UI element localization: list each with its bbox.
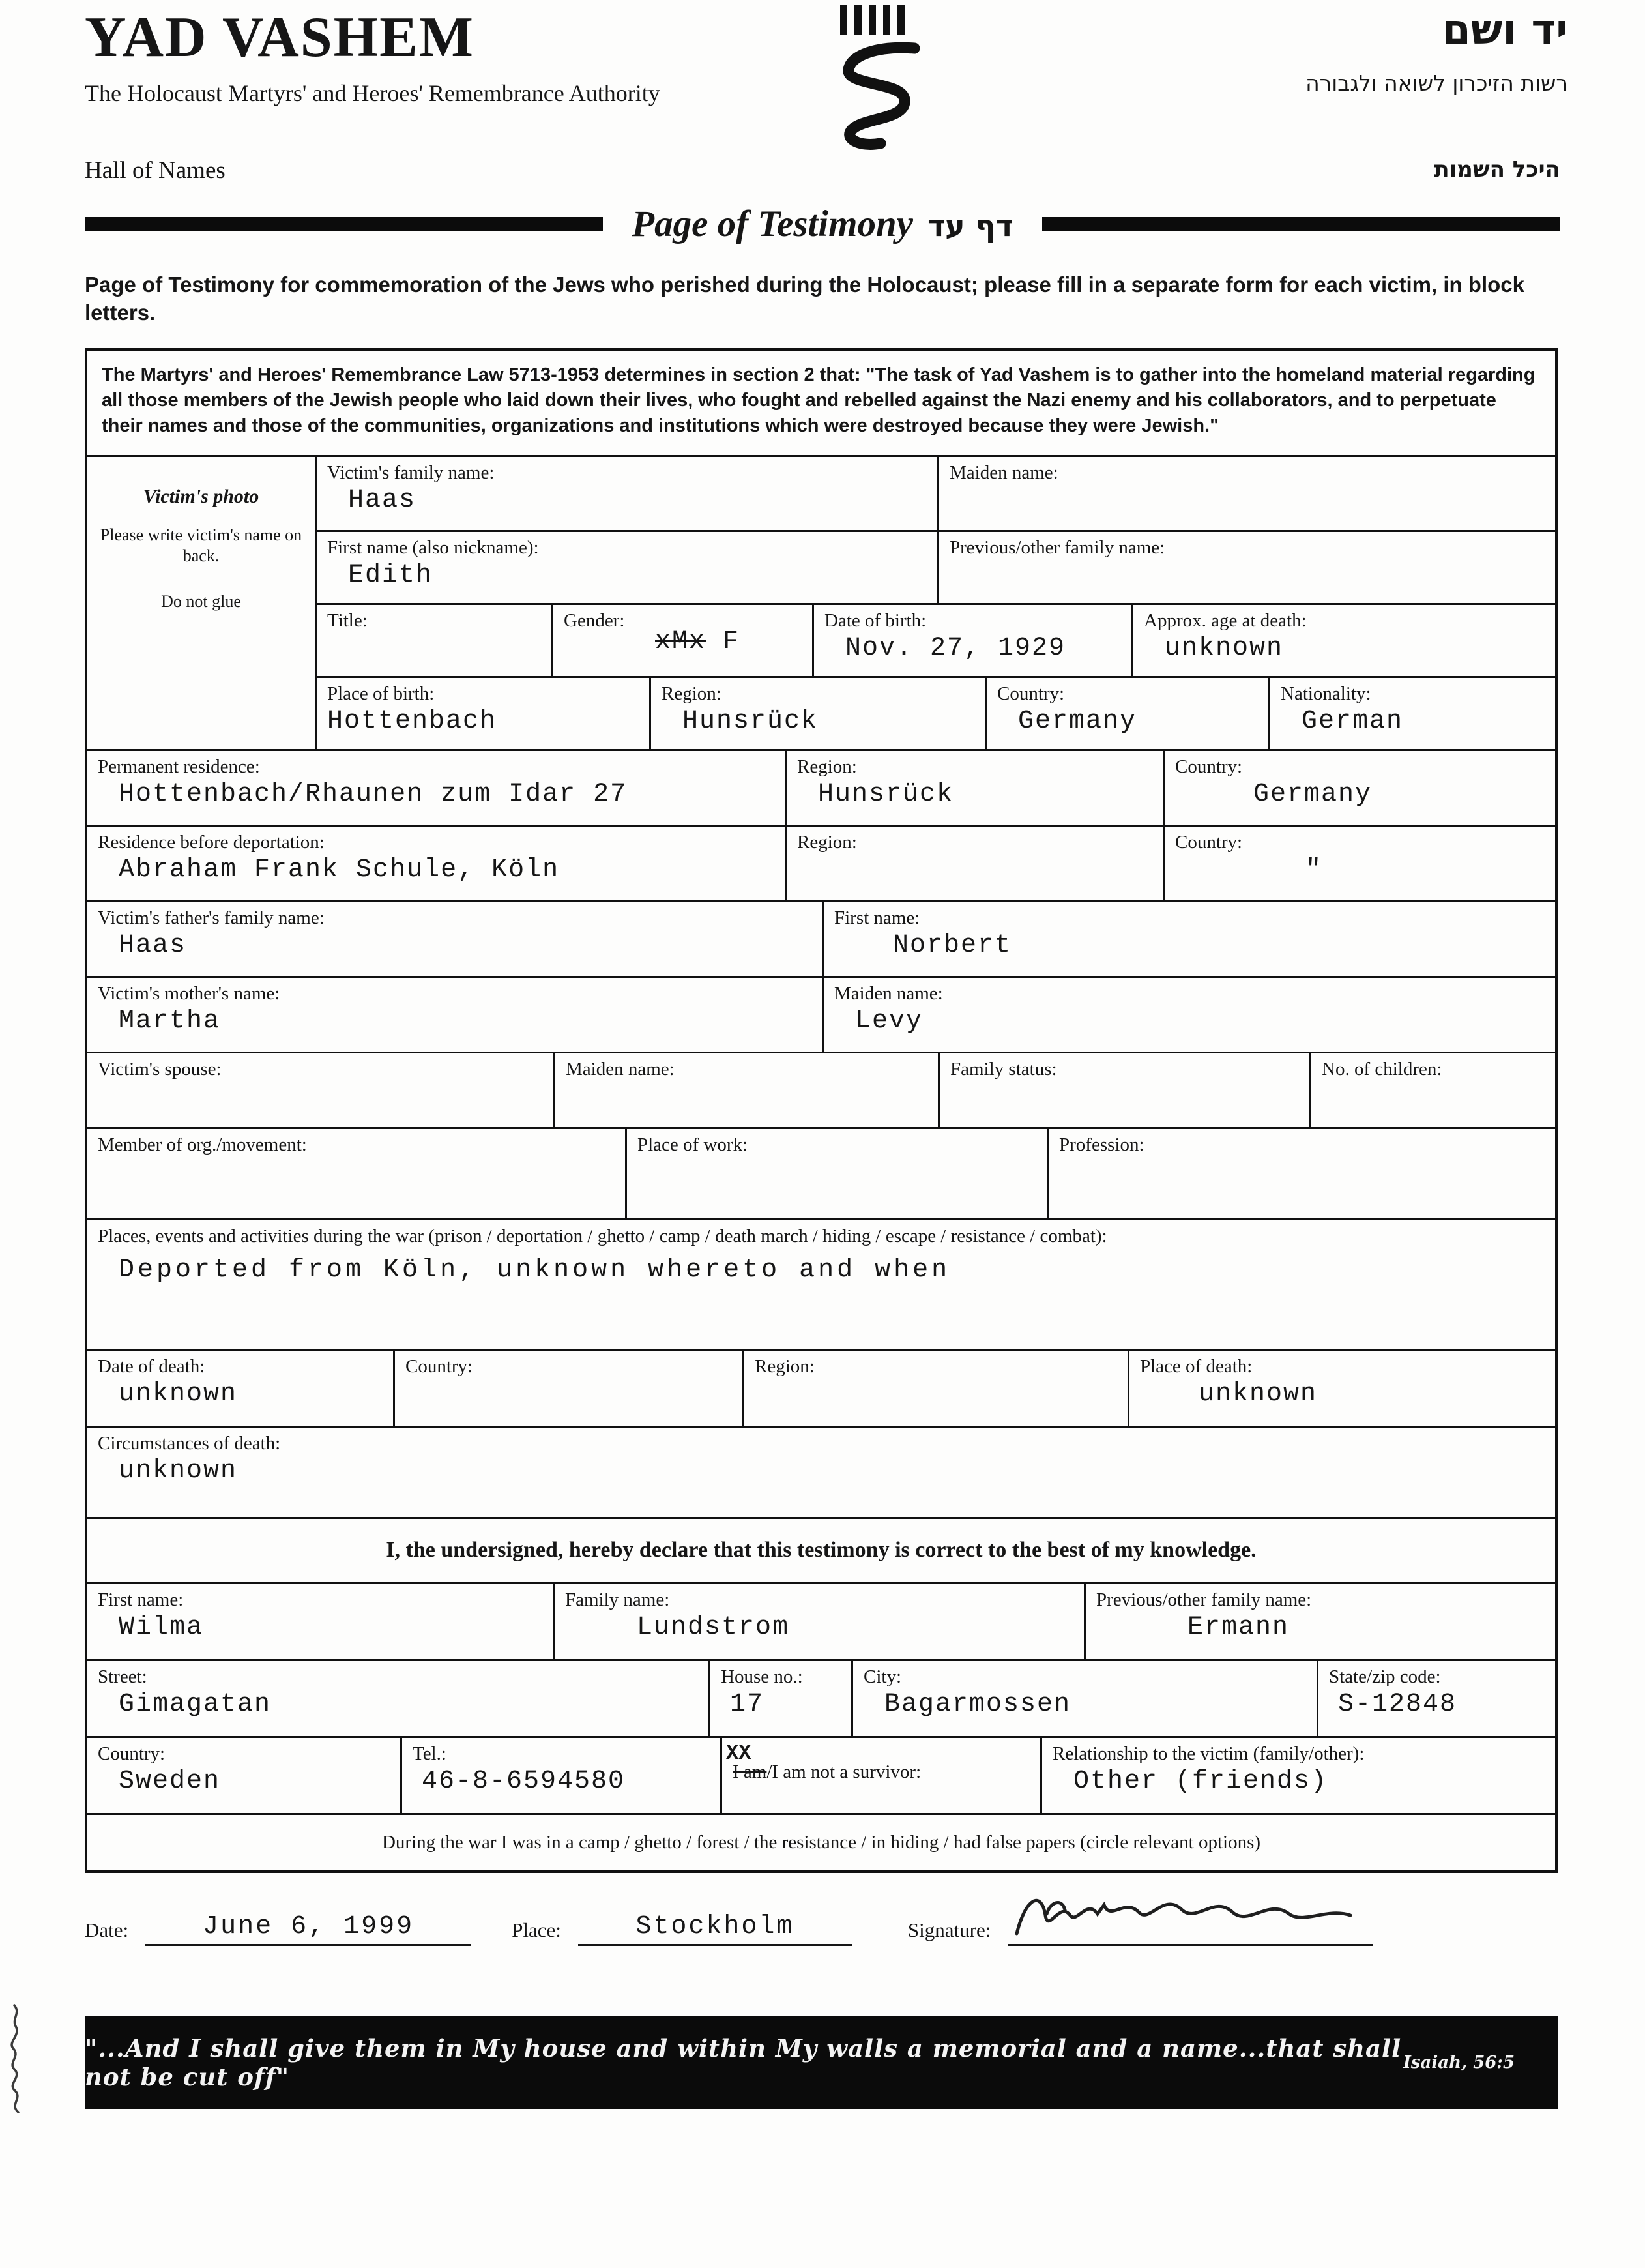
yad-vashem-logo-icon: [830, 4, 927, 159]
field-value: Haas: [348, 486, 416, 516]
field-value: Wilma: [119, 1613, 204, 1643]
law-text-row: [87, 351, 1555, 455]
field-label: Date of birth:: [824, 610, 927, 631]
field-victim-first-name: [317, 532, 937, 603]
field-value: Deported from Köln, unknown whereto and when: [119, 1256, 951, 1286]
field-label: XX I am/I am not a survivor:: [726, 1741, 922, 1782]
field-label: Country:: [997, 683, 1065, 704]
title-band-right-bar: [1042, 217, 1560, 231]
testimony-form: [85, 348, 1558, 1873]
row-org-work-profession: [87, 1127, 1555, 1218]
field-value: Levy: [855, 1007, 924, 1037]
field-label: Title:: [327, 610, 368, 631]
field-label: Maiden name:: [566, 1058, 675, 1080]
row-mother: [87, 976, 1555, 1052]
org-subtitle-hebrew: רשות הזיכרון לשואה ולגבורה: [1305, 70, 1568, 96]
field-victim-age-at-death: [1131, 605, 1555, 676]
field-value: Hunsrück: [682, 707, 819, 737]
row-death: [87, 1349, 1555, 1426]
field-value: unknown: [1199, 1379, 1318, 1409]
field-value: Other (friends): [1073, 1767, 1328, 1797]
field-deportation-country: [1163, 827, 1555, 900]
field-place-of-death: [1128, 1351, 1555, 1426]
field-label: City:: [864, 1666, 902, 1687]
field-deportation-region: [785, 827, 1163, 900]
footer-quote-bar: [85, 2016, 1558, 2109]
field-family-status: [938, 1053, 1309, 1127]
form-title-hebrew: דף עד: [927, 208, 1013, 243]
field-value: Hottenbach/Rhaunen zum Idar 27: [119, 780, 628, 810]
row-title-gender-dob-age: [317, 603, 1555, 676]
field-value: Nov. 27, 1929: [845, 634, 1066, 664]
field-value: Ermann: [1187, 1613, 1290, 1643]
field-victim-birth-country: [985, 678, 1268, 749]
field-circumstances-of-death: [87, 1428, 1555, 1517]
field-value: Hunsrück: [818, 780, 954, 810]
signature-field: [1008, 1909, 1373, 1946]
row-submitter-contact: [87, 1736, 1555, 1813]
survivor-overtype-xx: XX: [726, 1741, 751, 1765]
yad-vashem-logo: [830, 4, 927, 162]
field-label: Country:: [1175, 756, 1243, 777]
row-declaration: [87, 1517, 1555, 1582]
row-residence-before-deportation: [87, 825, 1555, 900]
field-label: Region:: [797, 831, 857, 853]
victim-top-fields: [317, 457, 1555, 749]
row-firstname-previous: [317, 530, 1555, 603]
field-death-country: [393, 1351, 742, 1426]
field-label: Places, events and activities during the war (prison / deportation / ghetto / camp / death march / hiding / escape / resistance / combat):: [98, 1225, 1107, 1246]
field-victim-date-of-birth: [812, 605, 1131, 676]
field-residence-country: [1163, 751, 1555, 825]
field-value: [564, 628, 740, 656]
field-victim-previous-family-name: [937, 532, 1555, 603]
field-label: Date of death:: [98, 1355, 205, 1377]
field-residence-region: [785, 751, 1163, 825]
field-label: Country:: [1175, 831, 1243, 853]
field-label: House no.:: [721, 1666, 803, 1687]
field-label: First name (also nickname):: [327, 537, 539, 558]
field-residence-before-deportation: [87, 827, 785, 900]
field-victim-maiden-name: [937, 457, 1555, 530]
row-spouse: [87, 1052, 1555, 1127]
field-date-of-death: [87, 1351, 393, 1426]
field-survivor-status: [720, 1738, 1040, 1813]
field-label: Approx. age at death:: [1144, 610, 1307, 631]
field-label: Region:: [797, 756, 857, 777]
field-value: unknown: [119, 1456, 238, 1486]
date-value: June 6, 1999: [145, 1912, 471, 1946]
form-title: [603, 203, 1041, 245]
row-family-maiden: [317, 457, 1555, 530]
field-submitter-country: [87, 1738, 400, 1813]
title-band: [85, 203, 1560, 245]
field-relationship: [1040, 1738, 1555, 1813]
field-label: Profession:: [1059, 1134, 1144, 1155]
field-label: State/zip code:: [1329, 1666, 1441, 1687]
intro-paragraph: Page of Testimony for commemoration of the Jews who perished during the Holocaust; please fill in a separate form for each victim, in block letters.: [85, 272, 1525, 325]
field-value: Germany: [1253, 780, 1373, 810]
field-label: Previous/other family name:: [950, 537, 1165, 558]
field-label: Place of work:: [637, 1134, 748, 1155]
field-label: Region:: [755, 1355, 815, 1377]
field-value: 17: [730, 1690, 764, 1720]
field-profession: [1047, 1129, 1555, 1218]
field-label: Member of org./movement:: [98, 1134, 307, 1155]
field-mother-name: [87, 978, 822, 1052]
field-value: Martha: [119, 1007, 221, 1037]
field-label: Region:: [662, 683, 721, 704]
gender-selected: F: [723, 627, 740, 657]
field-label: Gender:: [564, 610, 625, 631]
field-victim-place-of-birth: [317, 678, 649, 749]
field-submitter-house-no: [708, 1661, 851, 1736]
org-name: YAD VASHEM: [85, 6, 474, 69]
field-label: Tel.:: [413, 1743, 446, 1764]
field-label: Victim's family name:: [327, 462, 495, 483]
row-war-options: [87, 1813, 1555, 1870]
field-label: Previous/other family name:: [1096, 1589, 1312, 1610]
field-victim-family-name: [317, 457, 937, 530]
field-label: Country:: [405, 1355, 473, 1377]
field-value: 46-8-6594580: [422, 1767, 626, 1797]
field-label: Country:: [98, 1743, 166, 1764]
field-no-of-children: [1309, 1053, 1555, 1127]
declaration-text: I, the undersigned, hereby declare that this testimony is correct to the best of my knowledge.: [386, 1538, 1257, 1563]
title-band-left-bar: [85, 217, 603, 231]
field-label: Circumstances of death:: [98, 1432, 281, 1454]
field-org-movement: [87, 1129, 625, 1218]
declaration-statement: [87, 1526, 1555, 1574]
row-submitter-name: [87, 1582, 1555, 1659]
field-submitter-street: [87, 1661, 708, 1736]
victim-photo-box: [87, 457, 317, 749]
hall-of-names-hebrew: היכל השמות: [1434, 156, 1560, 183]
row-permanent-residence: [87, 749, 1555, 825]
field-victim-birth-region: [649, 678, 985, 749]
victim-top-block: [87, 455, 1555, 749]
date-label: Date:: [85, 1918, 129, 1941]
photo-box-title: Victim's photo: [143, 485, 259, 507]
field-value: ": [1305, 855, 1323, 885]
field-value: Norbert: [893, 931, 1012, 961]
field-place-of-work: [625, 1129, 1047, 1218]
hall-of-names-row: [85, 156, 1560, 184]
submitter-war-options: [87, 1823, 1555, 1863]
place-value: Stockholm: [578, 1912, 852, 1946]
org-subtitle: The Holocaust Martyrs' and Heroes' Remembrance Authority: [85, 80, 660, 106]
war-options-text: During the war I was in a camp / ghetto / forest / the resistance / in hiding / had false papers (circle relevant options): [381, 1831, 1261, 1853]
field-label: No. of children:: [1322, 1058, 1442, 1080]
field-label: Place of death:: [1140, 1355, 1253, 1377]
field-victim-nationality: [1268, 678, 1555, 749]
org-identity-he: [1305, 6, 1568, 153]
field-label: Family name:: [565, 1589, 670, 1610]
field-value: unknown: [119, 1379, 238, 1409]
field-submitter-family-name: [553, 1584, 1084, 1659]
field-value: S-12848: [1338, 1690, 1457, 1720]
field-submitter-city: [851, 1661, 1317, 1736]
field-submitter-first-name: [87, 1584, 553, 1659]
law-text: The Martyrs' and Heroes' Remembrance Law 5713-1953 determines in section 2 that: "The task of Yad Vashem is to gather into the homeland material regarding all those members of the Jewish people who laid down their lives, who fought and rebelled against the Nazi enemy and his collaborators, and to perpetuate their names and those of the communities, organizations and institutions which were destroyed because they were Jewish.": [102, 364, 1536, 437]
field-mother-maiden-name: [822, 978, 1555, 1052]
survivor-crossed-out: XX I am: [726, 1741, 767, 1782]
field-label: Victim's mother's name:: [98, 982, 280, 1004]
photo-box-do-not-glue: Do not glue: [161, 591, 241, 611]
margin-handwriting-icon: [3, 2001, 29, 2119]
org-identity-en: [85, 6, 660, 153]
field-label: First name:: [98, 1589, 184, 1610]
row-father: [87, 900, 1555, 976]
field-submitter-state-zip: [1317, 1661, 1555, 1736]
field-label: Permanent residence:: [98, 756, 260, 777]
gender-crossed-out: xMx: [655, 627, 706, 657]
footer-quote: "...And I shall give them in My house and within My walls a memorial and a name...that shall not be cut off": [85, 2033, 1402, 2091]
hall-of-names-label: Hall of Names: [85, 157, 226, 184]
field-label: Victim's spouse:: [98, 1058, 222, 1080]
row-circumstances: [87, 1426, 1555, 1517]
field-label: Residence before deportation:: [98, 831, 325, 853]
field-label: Maiden name:: [834, 982, 943, 1004]
field-father-first-name: [822, 902, 1555, 976]
row-place-of-birth: [317, 676, 1555, 749]
field-value: Gimagatan: [119, 1690, 272, 1720]
field-value: Edith: [348, 561, 433, 591]
row-submitter-address: [87, 1659, 1555, 1736]
field-value: Bagarmossen: [884, 1690, 1071, 1720]
row-war-events: [87, 1218, 1555, 1349]
field-spouse: [87, 1053, 553, 1127]
field-value: Abraham Frank Schule, Köln: [119, 855, 560, 885]
photo-box-instruction: Please write victim's name on back.: [100, 525, 302, 566]
field-label: Family status:: [950, 1058, 1057, 1080]
field-value: Sweden: [119, 1767, 221, 1797]
field-label: Street:: [98, 1666, 147, 1687]
place-label: Place:: [512, 1918, 561, 1941]
document-header: [85, 6, 1568, 153]
org-name-hebrew: יד ושם: [1442, 6, 1568, 54]
field-value: unknown: [1165, 634, 1284, 664]
field-war-events: [87, 1220, 1555, 1349]
field-father-family-name: [87, 902, 822, 976]
field-label: Victim's father's family name:: [98, 907, 325, 928]
footer-citation: Isaiah, 56:5: [1403, 2052, 1515, 2072]
signature-section: [85, 1909, 1554, 1946]
field-submitter-previous-family-name: [1084, 1584, 1555, 1659]
signature-label: Signature:: [907, 1918, 991, 1941]
field-label: Place of birth:: [327, 683, 435, 704]
form-title-en: Page of Testimony: [632, 203, 913, 244]
field-label: Maiden name:: [950, 462, 1058, 483]
field-label: Relationship to the victim (family/other):: [1053, 1743, 1365, 1764]
field-value: Germany: [1018, 707, 1137, 737]
field-value: Hottenbach: [327, 707, 497, 737]
field-death-region: [742, 1351, 1128, 1426]
field-value: German: [1302, 707, 1404, 737]
field-victim-gender: [551, 605, 812, 676]
field-permanent-residence: [87, 751, 785, 825]
field-value: Haas: [119, 931, 187, 961]
field-value: Lundstrom: [637, 1613, 790, 1643]
field-label: First name:: [834, 907, 920, 928]
field-label: Nationality:: [1281, 683, 1371, 704]
field-submitter-tel: [400, 1738, 720, 1813]
field-victim-title: [317, 605, 551, 676]
field-spouse-maiden-name: [553, 1053, 938, 1127]
signature-handwriting-icon: [1008, 1879, 1360, 1951]
